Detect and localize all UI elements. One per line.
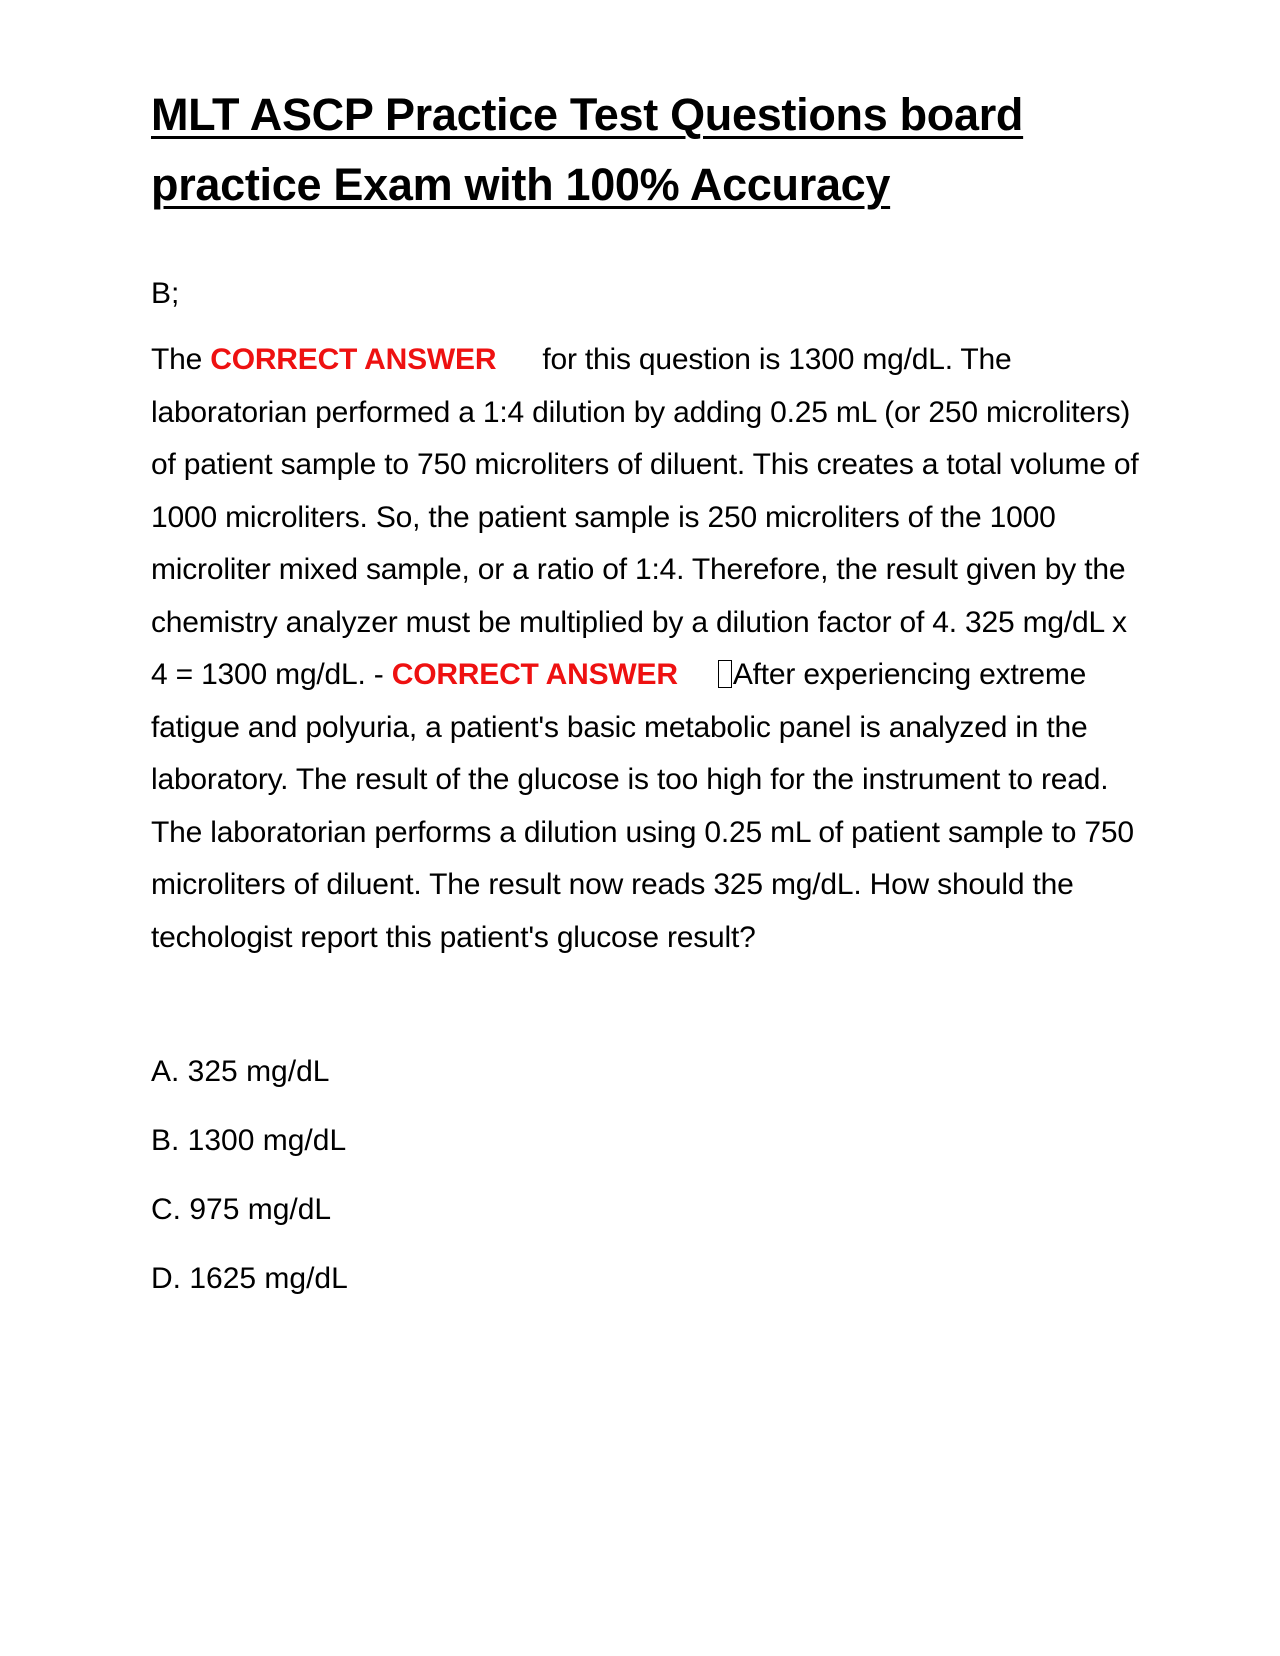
correct-answer-label: CORRECT ANSWER [210, 343, 497, 376]
explanation-lead: The [151, 343, 211, 376]
explanation-part-1: for this question is 1300 mg/dL. The laboratorian performed a 1:4 dilution by adding 0.25 mL (or 250 microliters) of patient sample to 750 microliters of diluent. This creates a total volume of 1000 microliters. So, the patient sample is 250 microliters of the 1000 microliter mixed sample, or a ratio of 1:4. Therefore, the result given by the chemistry analyzer must be multiplied by a dilution factor of 4. 325 mg/dL x 4 = 1300 mg/dL. - [151, 343, 1139, 691]
explanation-part-2: After experiencing extreme fatigue and polyuria, a patient's basic metabolic panel is analyzed in the laboratory. The result of the glucose is too high for the instrument to read. The laboratorian performs a dilution using 0.25 mL of patient sample to 750 microliters of diluent. The result now reads 325 mg/dL. How should the techologist report this patient's glucose result? [151, 658, 1134, 954]
option-c: C. 975 mg/dL [151, 1193, 332, 1226]
explanation-paragraph [151, 334, 1141, 964]
option-b: B. 1300 mg/dL [151, 1124, 347, 1157]
answer-letter: B; [151, 277, 180, 310]
correct-answer-label: CORRECT ANSWER [391, 658, 678, 691]
document-page [151, 80, 1141, 1322]
option-a: A. 325 mg/dL [151, 1055, 330, 1088]
option-d: D. 1625 mg/dL [151, 1262, 348, 1295]
answer-options [151, 1046, 1141, 1305]
missing-glyph-icon [718, 660, 732, 688]
document-title: MLT ASCP Practice Test Questions board practice Exam with 100% Accuracy [151, 89, 1024, 210]
